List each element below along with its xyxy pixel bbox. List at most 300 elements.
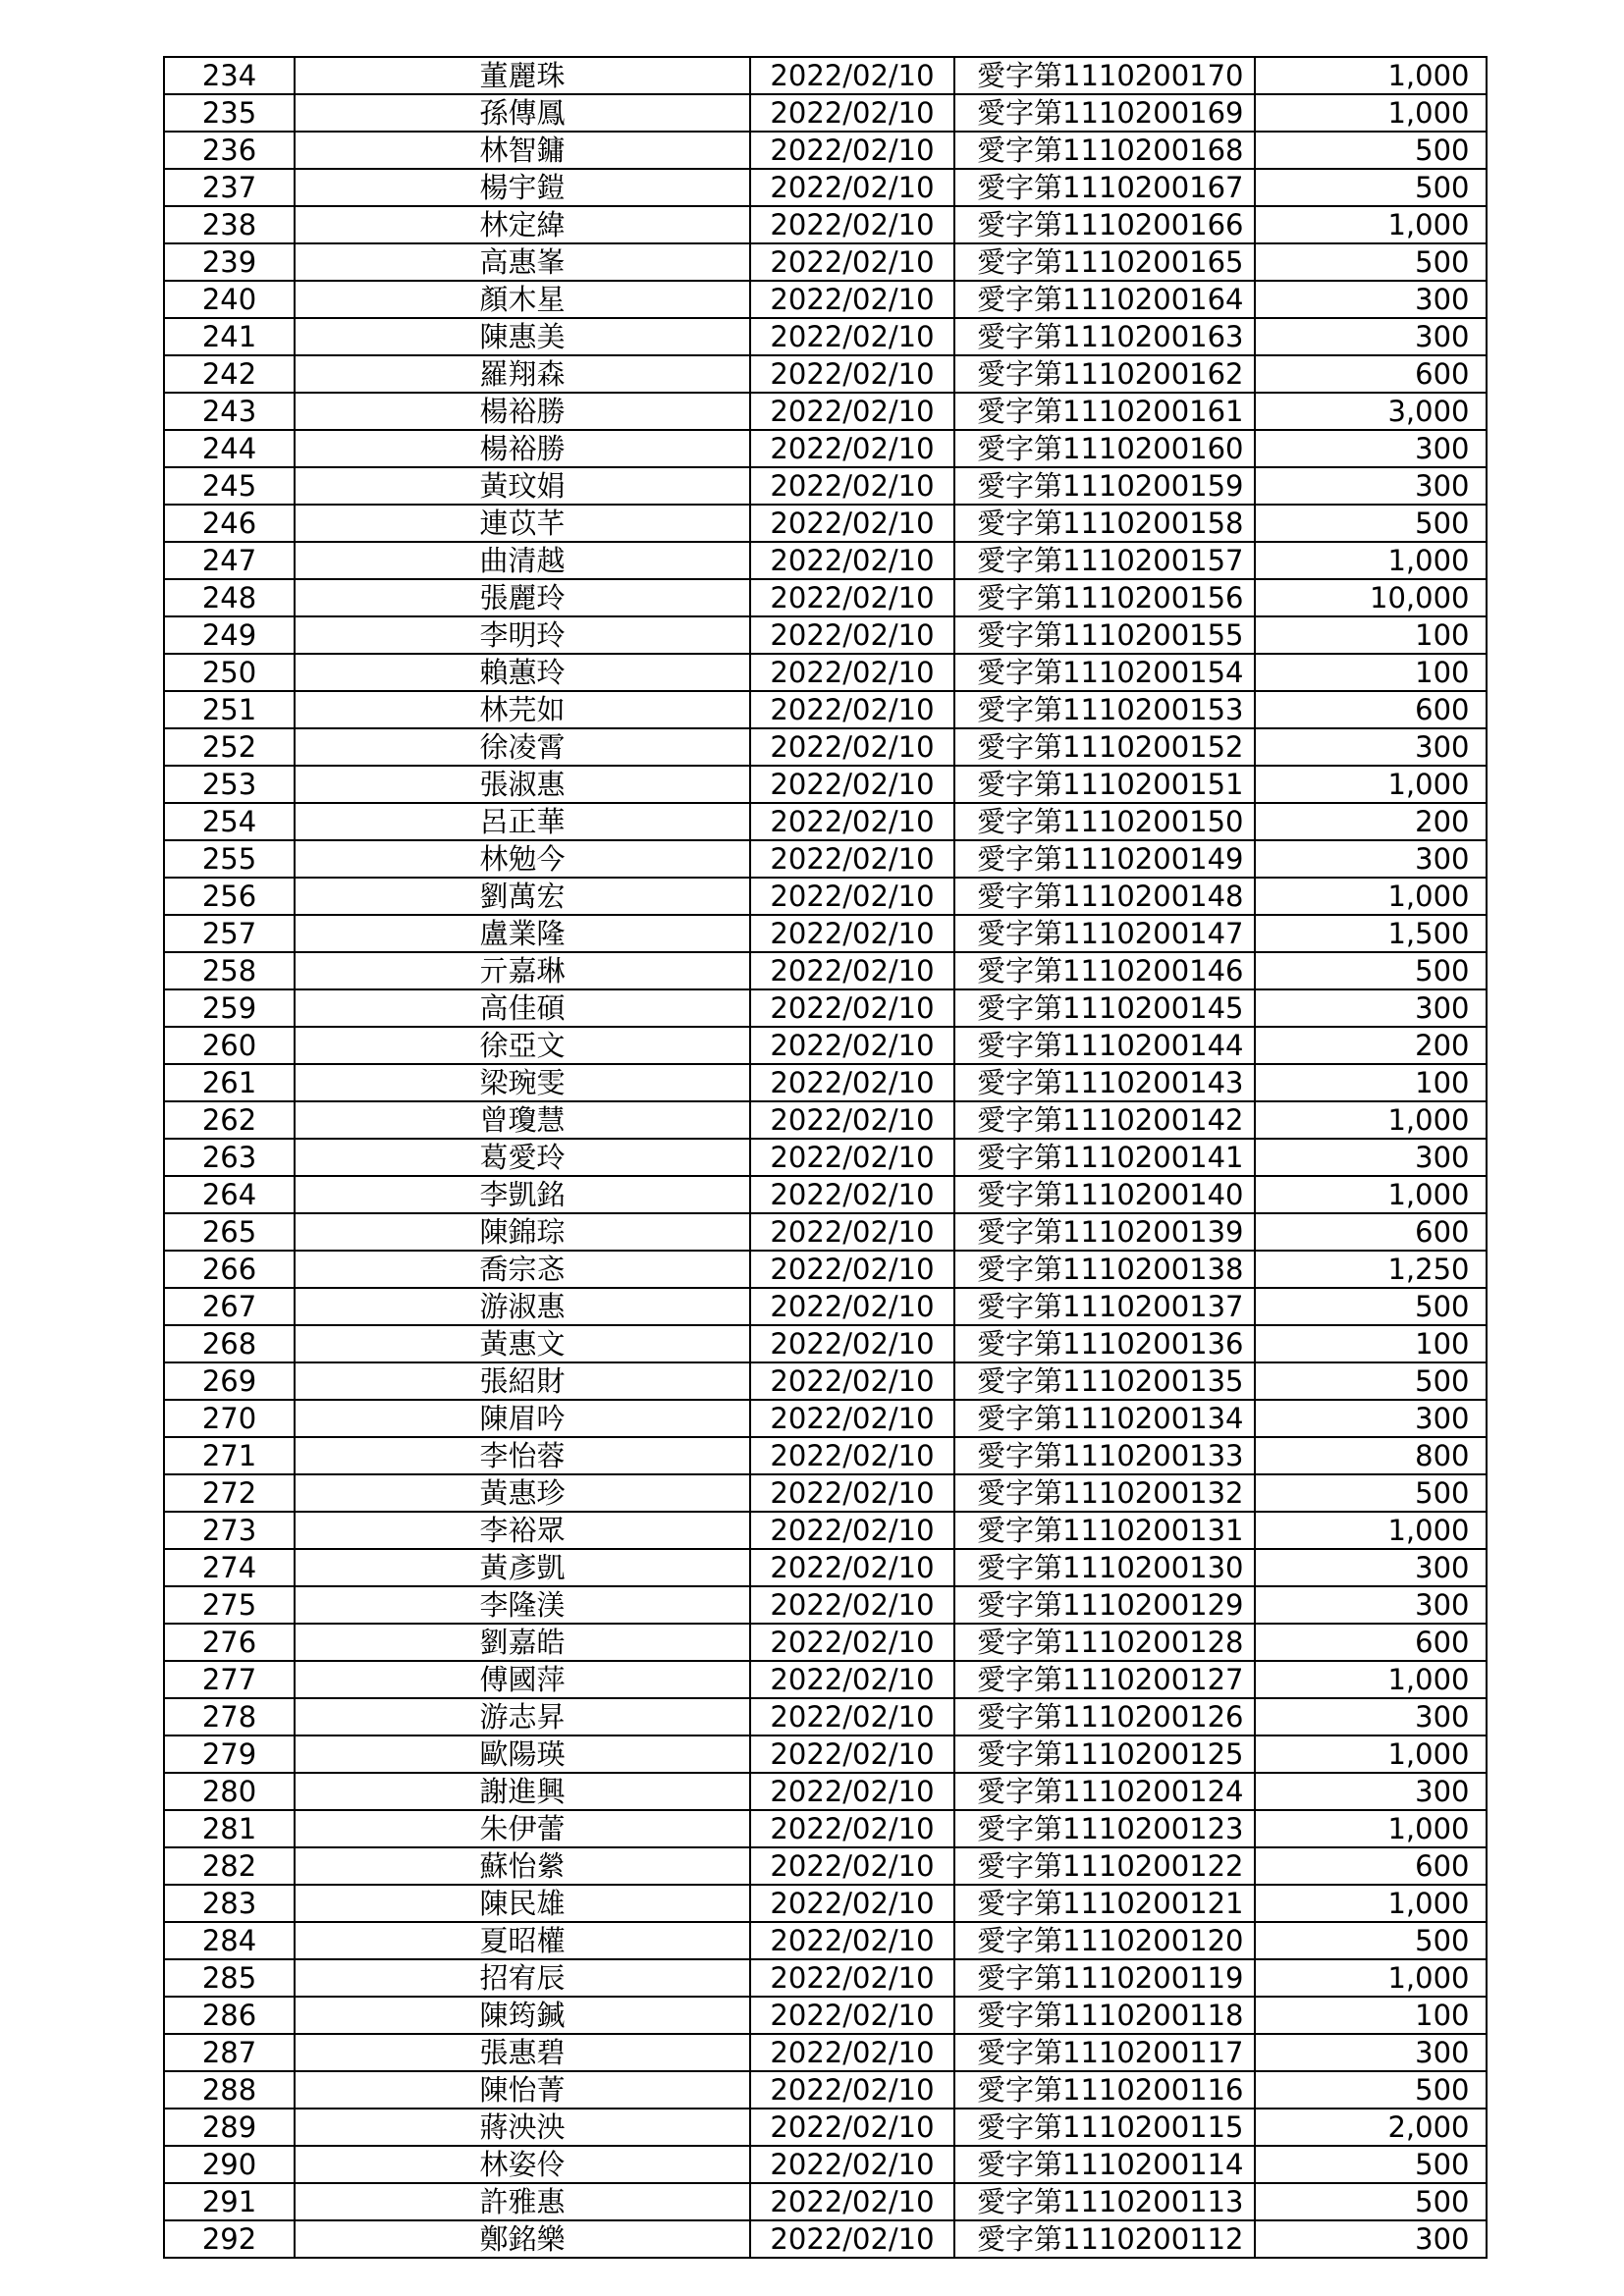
- donation-date-cell: 2022/02/10: [750, 1512, 954, 1549]
- amount-cell: 500: [1255, 169, 1487, 206]
- donor-name-cell: 李隆渼: [295, 1586, 750, 1624]
- receipt-number-cell: 愛字第1110200116: [954, 2071, 1255, 2109]
- row-number-cell: 243: [164, 393, 295, 430]
- donation-date-cell: 2022/02/10: [750, 728, 954, 766]
- table-row: [164, 1773, 1487, 1810]
- donation-date-cell: 2022/02/10: [750, 1251, 954, 1288]
- amount-cell: 1,000: [1255, 57, 1487, 94]
- table-row: [164, 169, 1487, 206]
- donor-name-cell: 張紹財: [295, 1362, 750, 1400]
- table-row: [164, 840, 1487, 878]
- donation-date-cell: 2022/02/10: [750, 803, 954, 840]
- row-number-cell: 273: [164, 1512, 295, 1549]
- donation-date-cell: 2022/02/10: [750, 989, 954, 1027]
- donation-date-cell: 2022/02/10: [750, 616, 954, 654]
- row-number-cell: 244: [164, 430, 295, 467]
- receipt-number-cell: 愛字第1110200155: [954, 616, 1255, 654]
- donor-name-cell: 李怡蓉: [295, 1437, 750, 1474]
- table-row: [164, 1847, 1487, 1885]
- row-number-cell: 247: [164, 542, 295, 579]
- row-number-cell: 257: [164, 915, 295, 952]
- receipt-number-cell: 愛字第1110200129: [954, 1586, 1255, 1624]
- donor-name-cell: 楊宇鎧: [295, 169, 750, 206]
- amount-cell: 3,000: [1255, 393, 1487, 430]
- amount-cell: 500: [1255, 1362, 1487, 1400]
- table-row: [164, 2183, 1487, 2220]
- amount-cell: 500: [1255, 2071, 1487, 2109]
- row-number-cell: 253: [164, 766, 295, 803]
- donor-name-cell: 陳怡菁: [295, 2071, 750, 2109]
- amount-cell: 1,000: [1255, 1885, 1487, 1922]
- table-row: [164, 1027, 1487, 1064]
- row-number-cell: 246: [164, 505, 295, 542]
- table-row: [164, 2220, 1487, 2258]
- receipt-number-cell: 愛字第1110200146: [954, 952, 1255, 989]
- receipt-number-cell: 愛字第1110200150: [954, 803, 1255, 840]
- donor-name-cell: 招宥辰: [295, 1959, 750, 1997]
- row-number-cell: 252: [164, 728, 295, 766]
- donation-date-cell: 2022/02/10: [750, 1773, 954, 1810]
- donor-name-cell: 葛愛玲: [295, 1139, 750, 1176]
- receipt-number-cell: 愛字第1110200166: [954, 206, 1255, 243]
- receipt-number-cell: 愛字第1110200151: [954, 766, 1255, 803]
- amount-cell: 500: [1255, 1288, 1487, 1325]
- row-number-cell: 250: [164, 654, 295, 691]
- donation-date-cell: 2022/02/10: [750, 878, 954, 915]
- receipt-number-cell: 愛字第1110200163: [954, 318, 1255, 355]
- table-row: [164, 579, 1487, 616]
- table-row: [164, 1959, 1487, 1997]
- amount-cell: 300: [1255, 1139, 1487, 1176]
- donor-name-cell: 林智鏞: [295, 132, 750, 169]
- receipt-number-cell: 愛字第1110200156: [954, 579, 1255, 616]
- receipt-number-cell: 愛字第1110200131: [954, 1512, 1255, 1549]
- donation-date-cell: 2022/02/10: [750, 840, 954, 878]
- table-row: [164, 1101, 1487, 1139]
- donor-name-cell: 黃玟娟: [295, 467, 750, 505]
- table-row: [164, 1997, 1487, 2034]
- donor-name-cell: 陳筠鍼: [295, 1997, 750, 2034]
- table-row: [164, 281, 1487, 318]
- row-number-cell: 269: [164, 1362, 295, 1400]
- row-number-cell: 287: [164, 2034, 295, 2071]
- receipt-number-cell: 愛字第1110200169: [954, 94, 1255, 132]
- amount-cell: 300: [1255, 1549, 1487, 1586]
- donor-name-cell: 李裕眾: [295, 1512, 750, 1549]
- row-number-cell: 264: [164, 1176, 295, 1213]
- amount-cell: 300: [1255, 1773, 1487, 1810]
- donor-name-cell: 高惠峯: [295, 243, 750, 281]
- donor-name-cell: 梁琬雯: [295, 1064, 750, 1101]
- table-row: [164, 430, 1487, 467]
- row-number-cell: 256: [164, 878, 295, 915]
- receipt-number-cell: 愛字第1110200159: [954, 467, 1255, 505]
- amount-cell: 300: [1255, 318, 1487, 355]
- row-number-cell: 270: [164, 1400, 295, 1437]
- donation-date-cell: 2022/02/10: [750, 766, 954, 803]
- donation-date-cell: 2022/02/10: [750, 206, 954, 243]
- receipt-number-cell: 愛字第1110200135: [954, 1362, 1255, 1400]
- receipt-number-cell: 愛字第1110200121: [954, 1885, 1255, 1922]
- table-row: [164, 467, 1487, 505]
- amount-cell: 300: [1255, 728, 1487, 766]
- amount-cell: 1,000: [1255, 1101, 1487, 1139]
- amount-cell: 500: [1255, 2146, 1487, 2183]
- table-row: [164, 1251, 1487, 1288]
- donor-name-cell: 連苡芊: [295, 505, 750, 542]
- donation-date-cell: 2022/02/10: [750, 2183, 954, 2220]
- table-row: [164, 691, 1487, 728]
- donation-date-cell: 2022/02/10: [750, 318, 954, 355]
- donor-name-cell: 張惠碧: [295, 2034, 750, 2071]
- receipt-number-cell: 愛字第1110200120: [954, 1922, 1255, 1959]
- table-row: [164, 2109, 1487, 2146]
- table-row: [164, 1698, 1487, 1735]
- amount-cell: 300: [1255, 1698, 1487, 1735]
- receipt-number-cell: 愛字第1110200124: [954, 1773, 1255, 1810]
- receipt-number-cell: 愛字第1110200164: [954, 281, 1255, 318]
- donation-date-cell: 2022/02/10: [750, 654, 954, 691]
- donation-date-cell: 2022/02/10: [750, 1661, 954, 1698]
- amount-cell: 500: [1255, 505, 1487, 542]
- row-number-cell: 288: [164, 2071, 295, 2109]
- receipt-number-cell: 愛字第1110200117: [954, 2034, 1255, 2071]
- donation-date-cell: 2022/02/10: [750, 1885, 954, 1922]
- amount-cell: 100: [1255, 654, 1487, 691]
- donation-date-cell: 2022/02/10: [750, 1474, 954, 1512]
- donor-name-cell: 楊裕勝: [295, 393, 750, 430]
- donor-name-cell: 徐亞文: [295, 1027, 750, 1064]
- receipt-number-cell: 愛字第1110200167: [954, 169, 1255, 206]
- row-number-cell: 242: [164, 355, 295, 393]
- amount-cell: 100: [1255, 1064, 1487, 1101]
- amount-cell: 300: [1255, 430, 1487, 467]
- donor-name-cell: 陳惠美: [295, 318, 750, 355]
- amount-cell: 1,000: [1255, 1735, 1487, 1773]
- amount-cell: 600: [1255, 355, 1487, 393]
- donor-name-cell: 劉嘉皓: [295, 1624, 750, 1661]
- table-row: [164, 1362, 1487, 1400]
- amount-cell: 100: [1255, 1997, 1487, 2034]
- table-row: [164, 1064, 1487, 1101]
- receipt-number-cell: 愛字第1110200168: [954, 132, 1255, 169]
- row-number-cell: 271: [164, 1437, 295, 1474]
- receipt-number-cell: 愛字第1110200142: [954, 1101, 1255, 1139]
- amount-cell: 1,000: [1255, 1959, 1487, 1997]
- table-row: [164, 1213, 1487, 1251]
- receipt-number-cell: 愛字第1110200136: [954, 1325, 1255, 1362]
- table-row: [164, 1810, 1487, 1847]
- table-row: [164, 1512, 1487, 1549]
- donor-name-cell: 賴蕙玲: [295, 654, 750, 691]
- row-number-cell: 281: [164, 1810, 295, 1847]
- row-number-cell: 279: [164, 1735, 295, 1773]
- donation-date-cell: 2022/02/10: [750, 542, 954, 579]
- amount-cell: 1,000: [1255, 94, 1487, 132]
- amount-cell: 1,250: [1255, 1251, 1487, 1288]
- table-row: [164, 206, 1487, 243]
- donation-date-cell: 2022/02/10: [750, 2146, 954, 2183]
- donation-date-cell: 2022/02/10: [750, 1810, 954, 1847]
- row-number-cell: 258: [164, 952, 295, 989]
- donation-date-cell: 2022/02/10: [750, 57, 954, 94]
- amount-cell: 1,000: [1255, 766, 1487, 803]
- receipt-number-cell: 愛字第1110200144: [954, 1027, 1255, 1064]
- table-row: [164, 243, 1487, 281]
- donor-name-cell: 謝進興: [295, 1773, 750, 1810]
- amount-cell: 200: [1255, 803, 1487, 840]
- table-row: [164, 1437, 1487, 1474]
- donor-name-cell: 楊裕勝: [295, 430, 750, 467]
- table-row: [164, 878, 1487, 915]
- receipt-number-cell: 愛字第1110200154: [954, 654, 1255, 691]
- row-number-cell: 245: [164, 467, 295, 505]
- row-number-cell: 283: [164, 1885, 295, 1922]
- donor-name-cell: 亓嘉琳: [295, 952, 750, 989]
- donation-date-cell: 2022/02/10: [750, 1213, 954, 1251]
- donation-date-cell: 2022/02/10: [750, 1362, 954, 1400]
- table-row: [164, 728, 1487, 766]
- donation-date-cell: 2022/02/10: [750, 1922, 954, 1959]
- table-row: [164, 57, 1487, 94]
- table-row: [164, 1549, 1487, 1586]
- donor-name-cell: 蘇怡縈: [295, 1847, 750, 1885]
- row-number-cell: 239: [164, 243, 295, 281]
- table-row: [164, 952, 1487, 989]
- donation-date-cell: 2022/02/10: [750, 1847, 954, 1885]
- donor-name-cell: 盧業隆: [295, 915, 750, 952]
- receipt-number-cell: 愛字第1110200152: [954, 728, 1255, 766]
- amount-cell: 200: [1255, 1027, 1487, 1064]
- amount-cell: 300: [1255, 840, 1487, 878]
- amount-cell: 600: [1255, 1624, 1487, 1661]
- donor-name-cell: 游志昇: [295, 1698, 750, 1735]
- table-row: [164, 2071, 1487, 2109]
- amount-cell: 1,000: [1255, 1661, 1487, 1698]
- receipt-number-cell: 愛字第1110200138: [954, 1251, 1255, 1288]
- table-row: [164, 1735, 1487, 1773]
- table-row: [164, 1176, 1487, 1213]
- receipt-number-cell: 愛字第1110200160: [954, 430, 1255, 467]
- row-number-cell: 291: [164, 2183, 295, 2220]
- donation-date-cell: 2022/02/10: [750, 1959, 954, 1997]
- receipt-number-cell: 愛字第1110200165: [954, 243, 1255, 281]
- donor-name-cell: 鄭銘樂: [295, 2220, 750, 2258]
- row-number-cell: 249: [164, 616, 295, 654]
- row-number-cell: 284: [164, 1922, 295, 1959]
- donor-name-cell: 喬宗忞: [295, 1251, 750, 1288]
- row-number-cell: 260: [164, 1027, 295, 1064]
- donation-date-cell: 2022/02/10: [750, 94, 954, 132]
- row-number-cell: 276: [164, 1624, 295, 1661]
- receipt-number-cell: 愛字第1110200132: [954, 1474, 1255, 1512]
- row-number-cell: 238: [164, 206, 295, 243]
- receipt-number-cell: 愛字第1110200112: [954, 2220, 1255, 2258]
- receipt-number-cell: 愛字第1110200119: [954, 1959, 1255, 1997]
- row-number-cell: 248: [164, 579, 295, 616]
- row-number-cell: 292: [164, 2220, 295, 2258]
- receipt-number-cell: 愛字第1110200115: [954, 2109, 1255, 2146]
- donation-date-cell: 2022/02/10: [750, 952, 954, 989]
- amount-cell: 1,000: [1255, 1176, 1487, 1213]
- amount-cell: 500: [1255, 1474, 1487, 1512]
- donor-name-cell: 朱伊蕾: [295, 1810, 750, 1847]
- receipt-number-cell: 愛字第1110200149: [954, 840, 1255, 878]
- receipt-number-cell: 愛字第1110200145: [954, 989, 1255, 1027]
- amount-cell: 600: [1255, 1213, 1487, 1251]
- amount-cell: 1,000: [1255, 542, 1487, 579]
- table-row: [164, 318, 1487, 355]
- donation-date-cell: 2022/02/10: [750, 1400, 954, 1437]
- row-number-cell: 266: [164, 1251, 295, 1288]
- donation-date-cell: 2022/02/10: [750, 1027, 954, 1064]
- donation-table: [163, 56, 1488, 2259]
- donor-name-cell: 曲清越: [295, 542, 750, 579]
- donation-date-cell: 2022/02/10: [750, 430, 954, 467]
- amount-cell: 10,000: [1255, 579, 1487, 616]
- table-row: [164, 1139, 1487, 1176]
- amount-cell: 1,000: [1255, 1810, 1487, 1847]
- row-number-cell: 241: [164, 318, 295, 355]
- table-row: [164, 989, 1487, 1027]
- row-number-cell: 255: [164, 840, 295, 878]
- amount-cell: 500: [1255, 1922, 1487, 1959]
- donor-name-cell: 高佳碩: [295, 989, 750, 1027]
- donor-name-cell: 林定緯: [295, 206, 750, 243]
- donor-name-cell: 黃彥凱: [295, 1549, 750, 1586]
- donor-name-cell: 林芫如: [295, 691, 750, 728]
- table-row: [164, 1922, 1487, 1959]
- table-row: [164, 616, 1487, 654]
- donation-date-cell: 2022/02/10: [750, 2220, 954, 2258]
- receipt-number-cell: 愛字第1110200134: [954, 1400, 1255, 1437]
- table-row: [164, 2034, 1487, 2071]
- row-number-cell: 267: [164, 1288, 295, 1325]
- receipt-number-cell: 愛字第1110200147: [954, 915, 1255, 952]
- table-row: [164, 542, 1487, 579]
- donor-name-cell: 夏昭權: [295, 1922, 750, 1959]
- table-row: [164, 803, 1487, 840]
- table-row: [164, 2146, 1487, 2183]
- donor-name-cell: 張麗玲: [295, 579, 750, 616]
- donor-name-cell: 游淑惠: [295, 1288, 750, 1325]
- row-number-cell: 290: [164, 2146, 295, 2183]
- amount-cell: 500: [1255, 243, 1487, 281]
- receipt-number-cell: 愛字第1110200133: [954, 1437, 1255, 1474]
- donor-name-cell: 董麗珠: [295, 57, 750, 94]
- table-row: [164, 1400, 1487, 1437]
- amount-cell: 1,500: [1255, 915, 1487, 952]
- row-number-cell: 280: [164, 1773, 295, 1810]
- donor-name-cell: 徐凌霄: [295, 728, 750, 766]
- donor-name-cell: 許雅惠: [295, 2183, 750, 2220]
- amount-cell: 500: [1255, 132, 1487, 169]
- amount-cell: 600: [1255, 1847, 1487, 1885]
- amount-cell: 2,000: [1255, 2109, 1487, 2146]
- receipt-number-cell: 愛字第1110200170: [954, 57, 1255, 94]
- row-number-cell: 282: [164, 1847, 295, 1885]
- donation-date-cell: 2022/02/10: [750, 1735, 954, 1773]
- receipt-number-cell: 愛字第1110200114: [954, 2146, 1255, 2183]
- table-row: [164, 1325, 1487, 1362]
- donor-name-cell: 顏木星: [295, 281, 750, 318]
- row-number-cell: 254: [164, 803, 295, 840]
- receipt-number-cell: 愛字第1110200127: [954, 1661, 1255, 1698]
- receipt-number-cell: 愛字第1110200157: [954, 542, 1255, 579]
- row-number-cell: 274: [164, 1549, 295, 1586]
- row-number-cell: 275: [164, 1586, 295, 1624]
- receipt-number-cell: 愛字第1110200143: [954, 1064, 1255, 1101]
- donation-date-cell: 2022/02/10: [750, 1698, 954, 1735]
- donation-date-cell: 2022/02/10: [750, 1176, 954, 1213]
- receipt-number-cell: 愛字第1110200125: [954, 1735, 1255, 1773]
- donation-date-cell: 2022/02/10: [750, 1586, 954, 1624]
- amount-cell: 300: [1255, 989, 1487, 1027]
- row-number-cell: 286: [164, 1997, 295, 2034]
- donation-date-cell: 2022/02/10: [750, 243, 954, 281]
- donation-date-cell: 2022/02/10: [750, 1288, 954, 1325]
- donation-date-cell: 2022/02/10: [750, 505, 954, 542]
- amount-cell: 500: [1255, 952, 1487, 989]
- receipt-number-cell: 愛字第1110200118: [954, 1997, 1255, 2034]
- row-number-cell: 278: [164, 1698, 295, 1735]
- donation-date-cell: 2022/02/10: [750, 281, 954, 318]
- amount-cell: 300: [1255, 2034, 1487, 2071]
- table-row: [164, 355, 1487, 393]
- row-number-cell: 237: [164, 169, 295, 206]
- row-number-cell: 234: [164, 57, 295, 94]
- table-row: [164, 1474, 1487, 1512]
- row-number-cell: 262: [164, 1101, 295, 1139]
- table-row: [164, 1885, 1487, 1922]
- receipt-number-cell: 愛字第1110200123: [954, 1810, 1255, 1847]
- donor-name-cell: 黃惠珍: [295, 1474, 750, 1512]
- donation-date-cell: 2022/02/10: [750, 2071, 954, 2109]
- table-row: [164, 1288, 1487, 1325]
- donation-date-cell: 2022/02/10: [750, 579, 954, 616]
- donation-date-cell: 2022/02/10: [750, 691, 954, 728]
- donor-name-cell: 曾瓊慧: [295, 1101, 750, 1139]
- receipt-number-cell: 愛字第1110200122: [954, 1847, 1255, 1885]
- receipt-number-cell: 愛字第1110200137: [954, 1288, 1255, 1325]
- receipt-number-cell: 愛字第1110200141: [954, 1139, 1255, 1176]
- amount-cell: 300: [1255, 467, 1487, 505]
- receipt-number-cell: 愛字第1110200126: [954, 1698, 1255, 1735]
- receipt-number-cell: 愛字第1110200139: [954, 1213, 1255, 1251]
- amount-cell: 600: [1255, 691, 1487, 728]
- donation-date-cell: 2022/02/10: [750, 1549, 954, 1586]
- donation-table-body: [164, 57, 1487, 2258]
- row-number-cell: 272: [164, 1474, 295, 1512]
- donation-date-cell: 2022/02/10: [750, 1139, 954, 1176]
- donation-date-cell: 2022/02/10: [750, 1624, 954, 1661]
- amount-cell: 300: [1255, 2220, 1487, 2258]
- donor-name-cell: 李凱銘: [295, 1176, 750, 1213]
- amount-cell: 1,000: [1255, 206, 1487, 243]
- amount-cell: 500: [1255, 2183, 1487, 2220]
- row-number-cell: 268: [164, 1325, 295, 1362]
- amount-cell: 300: [1255, 1586, 1487, 1624]
- donation-date-cell: 2022/02/10: [750, 467, 954, 505]
- donation-date-cell: 2022/02/10: [750, 355, 954, 393]
- row-number-cell: 265: [164, 1213, 295, 1251]
- amount-cell: 100: [1255, 1325, 1487, 1362]
- receipt-number-cell: 愛字第1110200128: [954, 1624, 1255, 1661]
- receipt-number-cell: 愛字第1110200140: [954, 1176, 1255, 1213]
- row-number-cell: 259: [164, 989, 295, 1027]
- table-row: [164, 393, 1487, 430]
- donor-name-cell: 歐陽瑛: [295, 1735, 750, 1773]
